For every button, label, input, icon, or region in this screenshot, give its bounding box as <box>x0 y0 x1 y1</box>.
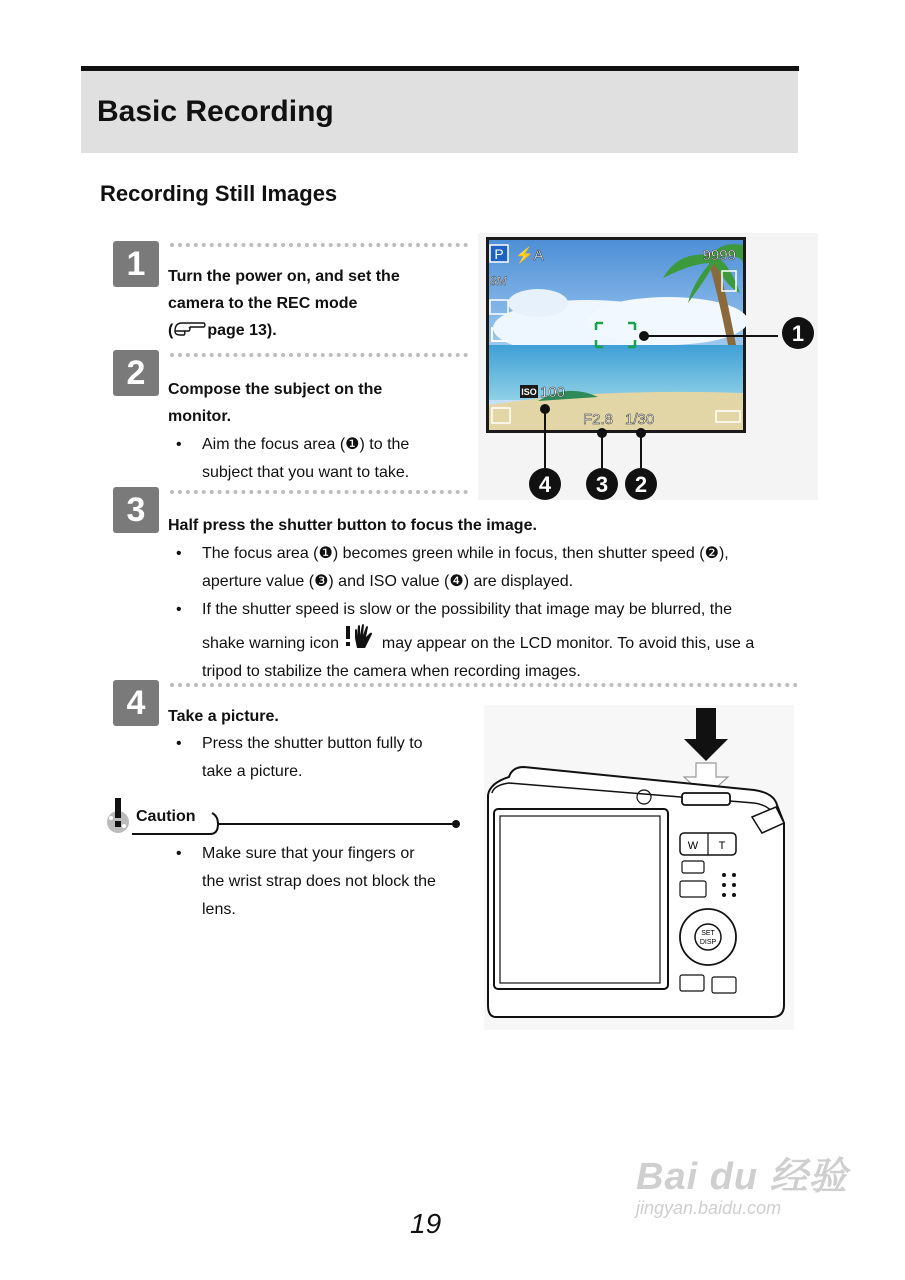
page-number: 19 <box>410 1208 442 1239</box>
watermark <box>636 1145 848 1219</box>
lcd-iso-value: 100 <box>540 384 566 401</box>
step-3-bullet: • The focus area (❶) becomes green while in focus, then shutter speed (❷), aperture value (❸) and ISO value (❹) are displayed. <box>176 545 729 590</box>
lcd-mode: P <box>494 246 504 262</box>
watermark-sub: jingyan.baidu.com <box>636 1198 782 1218</box>
step-3-text: Half press the shutter button to focus the image. <box>168 517 537 534</box>
step-2-text: Compose the subject on the monitor. <box>168 381 383 425</box>
lcd-flash: ⚡A <box>515 247 544 264</box>
watermark-main: Bai du 经验 <box>636 1156 848 1198</box>
step-4-bullet: • Press the shutter button fully to take a picture. <box>176 735 423 780</box>
step-2-bullet: • Aim the focus area (❶) to the subject that you want to take. <box>176 436 410 481</box>
step-1-text: Turn the power on, and set the camera to the REC mode ( page 13). <box>168 268 400 339</box>
lcd-monitor-illustration <box>478 233 818 500</box>
lcd-aperture: F2.8 <box>583 411 614 428</box>
step-4-text: Take a picture. <box>168 708 279 725</box>
step-divider <box>170 243 468 247</box>
shake-warning-icon <box>343 624 377 650</box>
callout-4: 4 <box>538 472 552 497</box>
step-badge-3: 3 <box>113 487 159 533</box>
lcd-shots: 9999 <box>702 247 736 264</box>
lcd-resolution: 8M <box>490 274 507 288</box>
camera-illustration <box>484 705 794 1030</box>
step-badge-2: 2 <box>113 350 159 396</box>
zoom-tele-label: T <box>718 840 726 852</box>
set-label: SET <box>701 930 715 937</box>
step-divider <box>170 490 468 494</box>
caution-rule <box>130 808 465 838</box>
step-3-bullet: • If the shutter speed is slow or the possibility that image may be blurred, the shake warning icon may appear on the LCD monitor. To avoid this, use a tripod to stabilize the camera when recording images. <box>176 601 755 680</box>
step-divider <box>170 353 468 357</box>
caution-label: Caution <box>136 808 196 825</box>
callout-2: 2 <box>634 472 648 497</box>
caution-bullet: • Make sure that your fingers or the wrist strap does not block the lens. <box>176 845 436 918</box>
callout-1: 1 <box>791 321 805 346</box>
section-title: Recording Still Images <box>100 181 338 206</box>
pointing-hand-icon <box>173 318 207 338</box>
callout-3: 3 <box>595 472 609 497</box>
page-title: Basic Recording <box>97 95 334 128</box>
disp-label: DISP <box>699 939 717 946</box>
zoom-wide-label: W <box>687 840 699 852</box>
lcd-iso-label: ISO <box>521 387 537 397</box>
step-badge-4: 4 <box>113 680 159 726</box>
step-divider <box>170 683 798 687</box>
lcd-shutter: 1/30 <box>625 411 655 428</box>
step-badge-1: 1 <box>113 241 159 287</box>
